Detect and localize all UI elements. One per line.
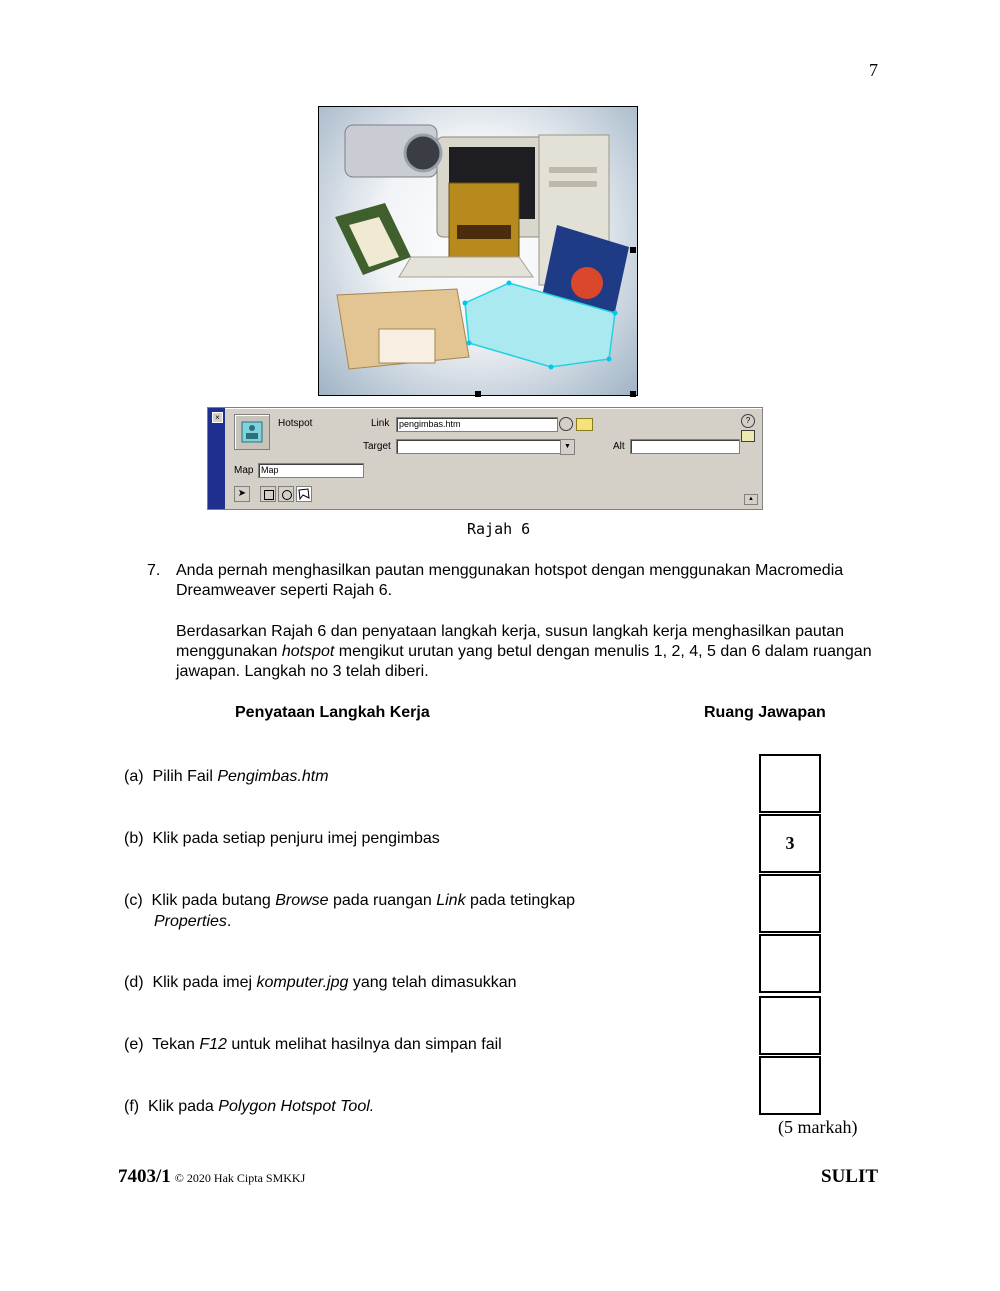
question-number: 7. bbox=[147, 562, 161, 579]
resize-handle-right[interactable] bbox=[630, 247, 636, 253]
map-label: Map bbox=[234, 465, 254, 476]
resize-handle-bottom[interactable] bbox=[475, 391, 481, 397]
hotspot-icon bbox=[234, 414, 270, 450]
answer-box-a[interactable] bbox=[759, 754, 821, 813]
close-icon[interactable]: × bbox=[212, 412, 223, 423]
type-label: Hotspot bbox=[278, 418, 313, 429]
step-e: (e) Tekan F12 untuk melihat hasilnya dan simpan fail bbox=[124, 1036, 502, 1053]
alt-input[interactable] bbox=[630, 439, 740, 454]
computer-illustration bbox=[319, 107, 637, 395]
answer-box-f[interactable] bbox=[759, 1056, 821, 1115]
statements-header: Penyataan Langkah Kerja bbox=[235, 704, 430, 721]
polygon-hotspot-tool[interactable] bbox=[296, 486, 312, 502]
properties-panel bbox=[207, 407, 763, 510]
help-icon[interactable]: ? bbox=[741, 414, 755, 428]
copyright: © 2020 Hak Cipta SMKKJ bbox=[174, 1171, 306, 1185]
edit-icon[interactable] bbox=[741, 430, 755, 442]
question-intro: Anda pernah menghasilkan pautan menggunakan hotspot dengan menggunakan Macromedia Dreamweaver seperti Rajah 6. bbox=[176, 562, 844, 599]
point-to-file-icon[interactable] bbox=[559, 417, 573, 431]
target-label: Target bbox=[363, 441, 391, 452]
step-c: (c) Klik pada butang Browse pada ruangan Link pada tetingkap Properties. bbox=[124, 892, 575, 930]
computer-image[interactable] bbox=[318, 106, 638, 396]
browse-folder-icon[interactable] bbox=[576, 418, 593, 431]
rectangle-hotspot-tool[interactable] bbox=[260, 486, 276, 502]
paper-code: 7403/1 bbox=[118, 1166, 171, 1187]
step-a: (a) Pilih Fail Pengimbas.htm bbox=[124, 768, 329, 785]
link-label: Link bbox=[371, 418, 390, 429]
answers-header: Ruang Jawapan bbox=[704, 704, 826, 721]
chevron-down-icon[interactable]: ▼ bbox=[560, 439, 575, 455]
figure-caption: Rajah 6 bbox=[467, 520, 531, 538]
classification: SULIT bbox=[821, 1166, 879, 1187]
answer-box-b: 3 bbox=[759, 814, 821, 873]
resize-handle-corner[interactable] bbox=[630, 391, 636, 397]
footer-left bbox=[118, 1166, 305, 1188]
collapse-icon[interactable]: ▲ bbox=[744, 494, 758, 505]
page-number: 7 bbox=[869, 60, 878, 80]
alt-label: Alt bbox=[613, 441, 625, 452]
answer-box-e[interactable] bbox=[759, 996, 821, 1055]
pointer-hotspot-tool[interactable]: ➤ bbox=[234, 486, 250, 502]
answer-box-d[interactable] bbox=[759, 934, 821, 993]
answer-box-c[interactable] bbox=[759, 874, 821, 933]
question-instruction: Berdasarkan Rajah 6 dan penyataan langkah kerja, susun langkah kerja menghasilkan pautan menggunakan hotspot mengikut urutan yang betul dengan menulis 1, 2, 4, 5 dan 6 dalam ruangan jawapan. Langkah no 3 telah diberi. bbox=[176, 623, 872, 680]
circle-hotspot-tool[interactable] bbox=[278, 486, 294, 502]
link-input[interactable]: pengimbas.htm bbox=[396, 417, 558, 432]
panel-title-bar bbox=[208, 408, 225, 509]
step-d: (d) Klik pada imej komputer.jpg yang telah dimasukkan bbox=[124, 974, 517, 991]
step-b: (b) Klik pada setiap penjuru imej pengimbas bbox=[124, 830, 440, 847]
target-select[interactable] bbox=[396, 439, 562, 454]
map-input[interactable]: Map bbox=[258, 463, 364, 478]
step-f: (f) Klik pada Polygon Hotspot Tool. bbox=[124, 1098, 375, 1115]
marks-label: (5 markah) bbox=[778, 1117, 858, 1137]
